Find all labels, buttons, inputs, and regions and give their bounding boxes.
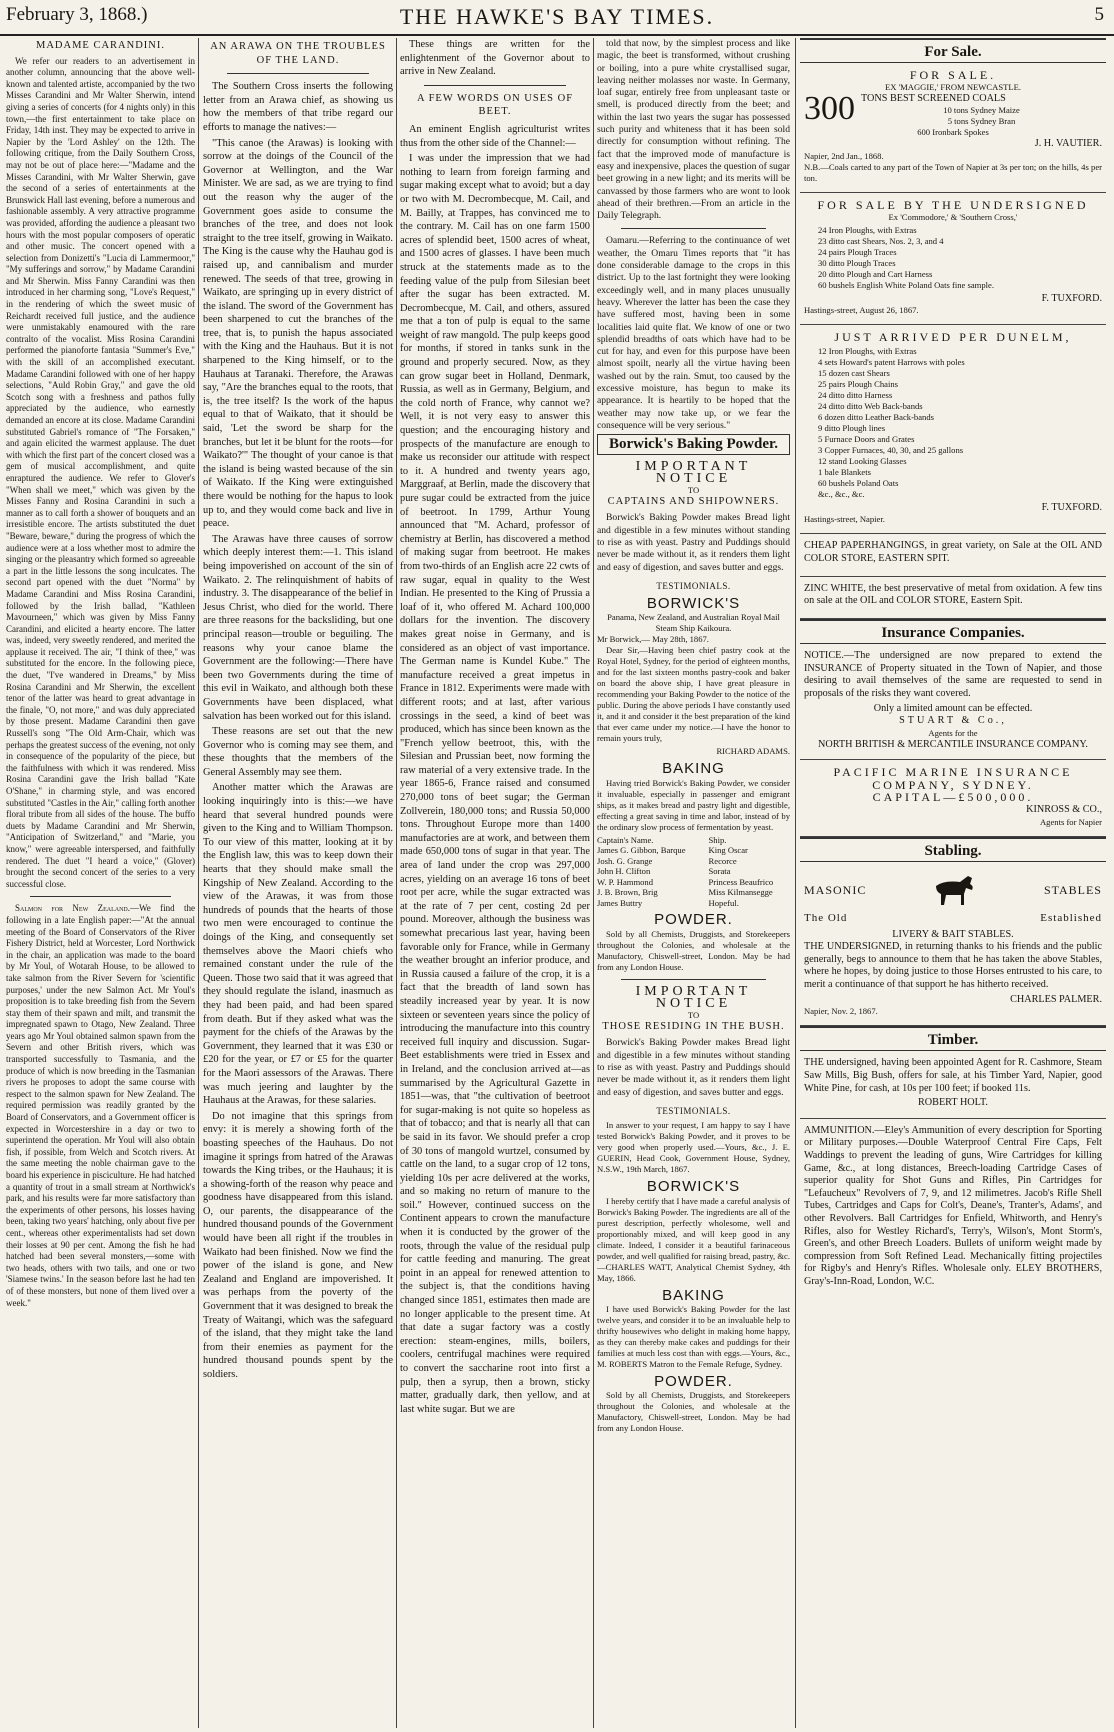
ad-masonic-stables [800, 862, 1106, 1026]
list-item: 5 Furnace Doors and Grates [818, 433, 915, 444]
ad-brand: BAKING [662, 760, 725, 778]
table-cell: Miss Kilmansegge [708, 887, 773, 898]
ad-text: In answer to your request, I am happy to say I have tested Borwick's Baking Powder, and it proves to be very good when properly used.—Yours, &c., J. E. GUERIN, Head Cook, Government House, Sydney, N.S.W., 19th March, 1867. [597, 1120, 790, 1175]
ad-text: Dear Sir,—Having been chief pastry cook at the Royal Hotel, Sydney, for the period of eighteen months, and for the last sixteen months pastry-cook and baker on board the above ship, I have great pleasure in recommending your Baking Powder to the notice of the public. During the above periods I have constantly used it, and it and consider it the best preparation of the kind that ever came under my notice.—I have the honor to remain yours truly, [597, 645, 790, 744]
ad-date: Hastings-street, August 26, 1867. [804, 305, 919, 316]
table-row [597, 856, 790, 867]
ad-section-heading: Borwick's Baking Powder. [597, 434, 790, 454]
article-paragraph: These reasons are set out that the new Governor who is coming may see them, and these thoughts that the members of the General Assembly may see them. [203, 726, 393, 778]
ad-text: I have used Borwick's Baking Powder for the last twelve years, and consider it to be an invaluable help to thrifty housewives who delight in making home happy, as they can thereby make cakes and puddings for their families at much less cost than with eggs.—Yours, &c., M. ROBERTS Matron to the Female Refuge, Sydney. [597, 1303, 790, 1369]
list-item: 24 pairs Plough Traces [818, 246, 897, 257]
ad-text: STABLES [1043, 882, 1102, 897]
list-item: 23 ditto cast Shears, Nos. 2, 3, and 4 [818, 235, 944, 246]
ad-subheading: CAPTAINS AND SHIPOWNERS. [607, 496, 780, 508]
ad-heading: IMPORTANT NOTICE [635, 983, 752, 1011]
ad-heading: FOR SALE. [909, 68, 997, 83]
article-paragraph: The Arawas have three causes of sorrow which deeply interest them:—1. This island being impoverished on account of the sin of Waikato. 2. The relinquishment of habits of industry. 3. The disappearance of the belief in Jesus Christ, who died for the world. There are three reasons for the backsliding, but one principal reason—trouble or beguiling. The reasons why your canoe blame the Government are the following:—There have been two Governments during the time of this evil in Waikato, and although both these Governments have been displaced, what salvation has been worked out for this island. [203, 533, 393, 722]
list-item: 60 bushels English White Poland Oats fine sample. [818, 279, 994, 290]
column-rule [795, 38, 796, 1728]
ad-text: I hereby certify that I have made a careful analysis of Borwick's Baking Powder. The ingredients are all of the purest description, perfectly wholesome, well and proportionably mixed, and will keep good in any climate. Indeed, I consider it a beautiful farinaceous powder, and well qualified for raising bread, pastry, &c.—CHARLES WATT, Analytical Chemist Sydney, 4th May, 1866. [597, 1195, 790, 1283]
ad-heading: FOR SALE BY THE UNDERSIGNED [817, 198, 1089, 213]
article-heading: MADAME CARANDINI. [36, 40, 165, 51]
ad-insurance-north-british [800, 644, 1106, 760]
column-2 [203, 38, 393, 1728]
article-paragraph: Do not imagine that this springs from envy: it is merely a showing forth of the boasting speeches of the Hauhaus. Do not imagine it springs from hatred of the Arawas towards the King tribes, or the Hauhaus; it is a showing-forth of the reason why peace and goodness have disappeared from this island. O, our parents, the disappearance of the hundred thousand pounds of the Government would have been all right if the troubles in Waikato had been finished. Now we find the power of the island is gone, and New Zealand and England are impoverished. It was perhaps from the poverty of the Government that it was designed to break the Treaty of Waitangi, which was the safeguard of the island, that they might take the land from their enemies as payment for the hundred thousand pounds spent by the soldiers. [203, 1110, 393, 1380]
column-rule [396, 38, 397, 1728]
ad-heading: IMPORTANT NOTICE [635, 458, 752, 486]
ad-timber [800, 1051, 1106, 1118]
list-item: 12 stand Looking Glasses [818, 455, 907, 466]
ad-signature: RICHARD ADAMS. [716, 746, 790, 757]
ad-subheading: TESTIMONIALS. [656, 1105, 731, 1116]
section-heading-timber: Timber. [800, 1026, 1106, 1051]
list-item: 9 ditto Plough lines [818, 422, 886, 433]
list-item: 5 tons Sydney Bran [947, 116, 1016, 127]
ship-table [597, 835, 790, 909]
issue-date: February 3, 1868.) [6, 4, 148, 25]
column-1 [6, 38, 195, 1728]
ad-signature: ROBERT HOLT. [918, 1097, 988, 1109]
column-rule [198, 38, 199, 1728]
table-cell: King Oscar [708, 845, 748, 856]
ad-text: MASONIC [804, 882, 867, 897]
list-item: &c., &c., &c. [818, 488, 865, 499]
ad-text: Sold by all Chemists, Druggists, and Storekeepers throughout the Colonies, and wholesale at the Manufactory, Chiswell-street, London. May be had from any London House. [597, 928, 790, 972]
table-cell: Princess Beaufrico [708, 876, 774, 887]
table-cell: Recorce [708, 855, 737, 866]
list-item: 4 sets Howard's patent Harrows with poles [818, 356, 965, 367]
ad-text: TONS BEST SCREENED COALS [861, 92, 1006, 104]
ad-subheading: EX 'MAGGIE,' FROM NEWCASTLE. [884, 81, 1022, 92]
ad-capital: CAPITAL—£500,000. [872, 790, 1034, 805]
list-item: 24 ditto ditto Web Back-bands [818, 400, 923, 411]
ad-text: Borwick's Baking Powder makes Bread light and digestible in a few minutes without standing to rise as with yeast. Pastry and Puddings should never be made without it, as it renders them light and easy of digestion, and saves butter and eggs. [597, 512, 790, 573]
article-heading: AN ARAWA ON THE TROUBLES OF THE LAND. [210, 41, 386, 66]
column-4 [597, 38, 790, 1728]
newspaper-title: THE HAWKE'S BAY TIMES. [399, 4, 715, 29]
ad-brand: BAKING [662, 1286, 725, 1304]
list-item: 25 pairs Plough Chains [818, 378, 898, 389]
column-5 [800, 38, 1106, 1728]
article-paragraph: "This canoe (the Arawas) is looking with sorrow at the doings of the Council of the Governor at Wellington, and the War Minister. We are sad, as we are trying to find out the reason why the auger of the Government goes aside to consume the branches of the tree, and does not look straight to the tree itself, growing in Waikato. The King is the cause why the Hauhau god is raised up, and cannibalism and murder renewed. The seeds of that tree, growing in Waikato, are springing up in every district of the island. The sword of the Government has been sharpened to cut the branches of the tree, that is, to punish the hapus associated with the King and the Hauhaus. But it is not sharpened to the King himself, or to the Hauhaus at Taranaki. Therefore, the Arawas say, "Are the branches equal to the roots, that is, the tree itself? Is the work of the hapus equal to that of Waikato, that it should be said, 'Let the sword be sharp for the branches, but let it be blunt for the roots—for Waikato?'" The thought of your canoe is that the island is being wasted because of the sin of Waikato. If the King were extinguished there would be nothing for the hapus to look up to, and they would come back and live in peace. [203, 137, 393, 530]
ad-zinc-white [800, 577, 1106, 619]
item-list [818, 225, 1102, 291]
divider [621, 979, 766, 980]
article-paragraph: Another matter which the Arawas are looking inquiringly into is this:—we have heard that several hundred pounds were given to the King and to William Thompson. To our view of this matter, looking at it by the English law, this was to keep down their hearts that they should make small the Kingship of New Zealand. According to the view of the Arawas, it was from those hundreds of pounds that the hearts of those two men were encouraged to continue the doings of the King, and consequently set themselves above the Maori chiefs who remained constant under the rule of the Queen. Those two said that it was agreed that they should regulate the island, inasmuch as they had been paid, and had been spared from death. But if they asked what was the payment for the chiefs of the Arawas by the Government, they learned that it was £30 or £20 for the year, or £7 or £5 for the quarter for the Maori assessors of the Arawas. There was much jeering and laughter by the Hauhaus at the Arawas, for these salaries. [203, 782, 393, 1107]
ad-signature: F. TUXFORD. [1041, 501, 1102, 513]
section-heading-stabling: Stabling. [800, 837, 1106, 862]
ad-subheading: TESTIMONIALS. [656, 580, 731, 591]
ad-text: N.B.—Coals carted to any part of the Town of Napier at 3s per ton; on the hills, 4s per ton. [804, 162, 1102, 184]
ad-tuxford-1 [800, 193, 1106, 325]
ad-heading: JUST ARRIVED PER DUNELM, [834, 330, 1072, 345]
column-3 [400, 38, 590, 1728]
article-paragraph: —We find the following in a late English paper:—"At the annual meeting of the Board of Conservators of the River Fishery District, held at Worcester, Lord Northwick in the chair, an application was made to the board by Mr Youl, of Wotarah House, to be allowed to take salmon from the River Severn for 'scientific purposes,' under the new Salmon Act. Mr Youl's proposition is to take breeding fish from the Severn stay them of their spawn and milt, and transmit the impregnated spawn to Otago, New Zealand. Three years ago Mr Youl obtained salmon spawn from the Severn and other British rivers, which was transported successfully to Tasmania, and the produce of which is now breeding in the Tasmanian rivers he proposes to adopt the same course with respect to the salmon spawn for New Zealand. The required permission was readily granted by the Board of Conservators, and a Government officer is expected in Worcestershire in a day or two to superintend the operation. Mr Youl will also obtain fish, if possible, from Welch and Scotch rivers. At the same meeting the noble chairman gave to the board his experience in pisciculture. He had hatched a quantity of trout in a small stream at Northwick's park, and his results were far more satisfactory than the experiments of other persons, his losses having been, taking two years' hatching, only about five per cent., whereas other experimentalists had set down their losses at 90 per cent. Among the fish he had hatched had been several monsters,—some with two heads, others with two tails, and one or two 'Siamese twins.' In the season before last he had ten of of these monsters, but none of them lived over a week." [6, 903, 195, 1308]
divider [30, 896, 171, 897]
list-item: 10 tons Sydney Maize [943, 105, 1020, 116]
ad-heading: TO [687, 1010, 700, 1021]
table-cell: Hopeful. [708, 897, 739, 908]
list-item: 12 Iron Ploughs, with Extras [818, 345, 917, 356]
ad-brand: POWDER. [654, 1372, 733, 1390]
horse-icon [930, 872, 980, 908]
article-paragraph: The Southern Cross inserts the following letter from an Arawa chief, as showing us how the members of that tribe regard our efforts to manage the natives:— [203, 81, 393, 133]
table-row [597, 835, 790, 846]
article-paragraph: An eminent English agriculturist writes thus from the other side of the Channel:— [400, 123, 590, 149]
ad-signature: F. TUXFORD. [1041, 292, 1102, 304]
ad-brand: BORWICK'S [646, 1178, 741, 1196]
ad-text: AMMUNITION.—Eley's Ammunition of every description for Sporting or Military purposes.—Double Waterproof Central Fire Caps, Felt Waddings to prevent the leading of guns, Wire Cartridges for killing Game, &c., at long distances, Breech-loading Cartridge Cases of superior quality for Shot Guns and Rifles, Pin Cartridges for "Lefaucheux" Revolvers of 7, 9, and 12 milimetres. Jacob's Rifle Shell Tubes, Cartridges and Caps for Colt's, Deane's, Tranter's, Adams', and other Revolvers. Ball Cartridges for Enfield, Whitworth, and Henry's Rifles, also for Westley Richard's, Terry's, Wilson's, Mont Storm's, Green's, and other Breech Loaders. Bullets of uniform weight made by compression from Soft Refined Lead. Mechanically fitting projectiles for Rigby's and Henry's Rifles. Wholesale only. ELEY BROTHERS, Gray's-Inn-Road, London, W.C. [804, 1124, 1102, 1287]
ad-ammunition [800, 1119, 1106, 1299]
table-header: Captain's Name. [597, 834, 654, 845]
list-item: 24 ditto ditto Harness [818, 389, 893, 400]
article-paragraph: We refer our readers to an advertisement in another column, announcing that the above well-known and talented artiste, accompanied by the two Misses Carandini and Mr Walter Sherwin, intend giving a series of concerts (for 4 nights only) in this town,—the first entertainment to take place on Friday, 14th inst. They may be expected to arrive in Napier by the 'Lord Ashley' on the 12th. The following critique, from the Daily Southern Cross, may not be out of place here:—"Madame and the Misses Carandini, with Mr Walter Sherwin, gave the second of a series of entertainments at the Brunswick Hall last evening, before a numerous and fashionable assembly. A very attractive programme was provided, affording the audience a pleasant two hours with the most popular composers of operatic and other music. The concert opened with a selection from Donizetti's "Lucia di Lammermoor," "My sufferings and sorrow," by Madame Carandini and Mr Sherwin. Miss Fanny Carandini was then introduced in her charming song, "Love's Request," in the rendering of which the sweet music of Reichardt received full justice, and the audience were unmistakably enamoured with the rare contralto of the vocalist. Miss Rosina Carandini performed the pianoforte fantasia "Summer's Eve," with the skill of an accomplished executant. Madame Carandini followed with one of her happy selections, "Auld Robin Gray," and gave the old Scotch song with a freshness and pathos fully appreciated by the audience, who earnestly demanded an encore at its close. Madame Carandini substituted Gabriel's romance of "The Forsaken," and again elicited the warmest applause. The duet with which the first part of the concert closed was a gem of musical accomplishment, and quite enraptured the audience. We refer to Glover's "When shall we meet," which was given by the Misses Fanny and Rosina Carandini in such a manner as to call forth a shower of bouquets and an irresistible encore. The artists substituted the duet "Beware, beware," during the progress of which the audience were at a loss whether most to admire the singing or the pleasantry which formed so agreeable a part in the little lessons the song inculcates. The second part opened with the duet "Norma" by Madame Carandini and Miss Rosina Carandini, followed by the Irish ballad, "Kathleen Mavourneen," which was given by Miss Fanny Carandini, and elicited a hearty encore. The latter was, indeed, very sweetly rendered, and merited the applause it received. The air, "I think of thee," was substituted for the encore. In the following piece, the duet, "I've wandered in Dreams," by Miss Rosina Carandini and Mr Sherwin, the excellent tenor of the latter was heard to great advantage in the finale, "O, not more," and was duly appreciated by those present. Madame Carandini then gave Russell's song "The Old Arm-Chair, which was perhaps the greatest success of the evening, not only in consequence of the popularity of the piece, but the faithfulness with which it was rendered. Miss Rosina Carandini gave the Irish ballad "Kate O'Shane," in charming style, and was encored substituted "Castles in the Air," calling forth another floral tribute from all sides of the house. The buffo duets by Madame Carandini and Mr Sherwin, "Anticipation of Switzerland," and "Marie, you know," were agreeable interspersed, and faithfully rendered. The duet "I heard a voice," (Glover) brought the second concert of the series to a very successful close. [6, 55, 195, 889]
table-cell: J. B. Brown, Brig [597, 887, 658, 898]
ad-pacific-marine [800, 760, 1106, 836]
table-cell: Sorata [708, 866, 731, 877]
list-item: 3 Copper Furnaces, 40, 30, and 25 gallons [818, 444, 964, 455]
list-item: 1 bale Blankets [818, 466, 871, 477]
page-number: 5 [1094, 4, 1104, 25]
ad-text: THE undersigned, having been appointed Agent for R. Cashmore, Steam Saw Mills, Big Bush, offers for sale, at his Timber Yard, Napier, good White Pine, for cash, at 10s per 100 feet; if booked 11s. [804, 1057, 1102, 1094]
ad-text: Agents for Napier [1039, 816, 1102, 827]
list-item: 20 ditto Plough and Cart Harness [818, 268, 933, 279]
ad-firm: STUART & Co., [899, 715, 1007, 727]
ad-text: Agents for the [928, 727, 978, 738]
article-paragraph: told that now, by the simplest process and like magic, the beet is transformed, without crushing or boiling, into a pure white crystallised sugar, leaving neither molasses nor waste. In Germany, loaf sugar, entirely free from unpleasant taste or smell, is produced directly from the beet; and within the last two years the sugar has possessed such purity and whiteness that it has been sold directly for consumption without refining. The fact that the improved mode of manufacture is easy and inexpensive, places the question of sugar beet growing in a new light; and its merits will be canvassed by those farmers who are wont to look ahead of their brethren.—From an article in the Daily Telegraph. [597, 38, 790, 222]
list-item: 60 bushels Poland Oats [818, 477, 899, 488]
ad-text: CHEAP PAPERHANGINGS, in great variety, on Sale at the OIL AND COLOR STORE, EASTERN SPIT. [804, 540, 1102, 565]
table-row [597, 887, 790, 898]
table-cell: James G. Gibbon, Barque [597, 845, 686, 856]
section-heading-insurance: Insurance Companies. [800, 619, 1106, 644]
ad-text: Established [1040, 911, 1102, 924]
article-paragraph: I was under the impression that we had nothing to learn from foreign farming and sugar making except what to avoid; but a day or two with M. Decrombecque, M. Cail, and M. Bailly, at Trappes, has convinced me to the contrary. M. Cail has on one farm 1500 acres of splendid beet, 1500 acres of wheat, and 1500 acres of glasses. I have been much struck at the statements made as to the feeding value of the pulp from Silesian beet after the sugar has been extracted. M. Decrombecque, M. Cail, and others, assured me that a ton of pulp is equal to the same weight of raw mangold. The pulp keeps good for months, if stored in tanks sunk in the ground and properly secured. Now, as they can grow sugar beet in Holland, Denmark, Russia, as well as in Germany, Belgium, and the cold north of France, why cannot we? Well, it is not very easy to answer this question; and the encouraging history and prospects of the manufacture are enough to make us reconsider our attitude with respect to it. A hundred and twenty years ago, Marggraaf, at Berlin, made the discovery that pure sugar could be extracted from the juice of beetroot. In 1799, Arthur Young announced that "M. Achard, professor of chemistry at Berlin, has discovered a method of making sugar from beetroot. He makes from two-thirds of an English acre 22 cwts of raw sugar, equal in quality to the West Indian. He presented to the King of Prussia a loaf of it, who offered M. Achard 100,000 dollars for the invention. The discovery makes great noise in Germany, and is considered as an object of vast importance. The German name is Kundel Kube." The manufacture received a great impetus in France in 1812. Experiments were made with different roots; and at last, after various crossings in the seed, a kind of beet was produced, which has since been known as the "French yellow beetroot, this, with the Silesian and Prussian beet, now forming the raw material of a very extensive trade. In the year 1865-6, France raised and consumed 270,000 tons of beet sugar; the German Zollverein, 180,000 tons; and Russia 50,000 tons. Throughout Europe more than 1400 manufactories are at work, and between them made 650,000 tons of sugar in that year. The area of land under the crop was 297,000 acres, yielding on an average 16 tons of beet root per acre, while the sugar extracted was at the rate of 7 per cent, costing 2d per pound. Moreover, although the business was somewhat precarious last year, having been favorable only for France, while in Germany the weather brought an inferior produce, and in Russia caused a failure of the crop, it is a fact that the breadth of land sown has steadily increased year by year. It is now sixteen or seventeen years since the policy of introducing the manufacture into this country received full inquiry and discussion. Sugar-Beet establishments were tried in Essex and in Ireland, and the conclusion arrived at—as summarised by the Agricultural Gazette in 1851—was, that "the cultivation of beetroot for sugar-making is not quite so hopeless as that of tobacco; and that is nearly all that can be said in its favor. We should prefer a crop of 30 tons of mangold wurtzel, consumed by cattle on the land, to a sugar crop of 12 tons, yielding 10s per acre delivered at the works, and so making no return of manure to the soil." However, continued success on the Continent appears to crown the manufacture when it is conducted by the grower of the roots, through the value of the residual pulp for cattle feeding and manuring. The great point in an appeal for renewed attention to the subject is, that the conditions having changed since 1851, estimates then made are no longer applicable to the present time. At that date a sugar factory was a costly erection: steam-engines, mills, boilers, coolers, centrifugal machines were required to convert the saccharine root into first a pulp, then a syrup, then a brown, sticky matter, gradually dark, then yellow, and at last white sugar. But we are [400, 153, 590, 1415]
ad-text: NOTICE.—The undersigned are now prepared to extend the INSURANCE of Property situated in the Town of Napier, and those desiring to avail themselves of the same are requested to send in proposals of the risks they want covered. [804, 650, 1102, 699]
ad-text: The Old [804, 911, 848, 924]
ad-subheading: THOSE RESIDING IN THE BUSH. [602, 1021, 785, 1033]
article-paragraph: Oamaru.—Referring to the continuance of wet weather, the Omaru Times reports that "it has done considerable damage to the crops in this district. Up to the last fortnight they were looking exceedingly well, and in many places unusually heavy. Wherever the latter has been the case they have suffered most, having been in some localities laid quite flat. We know of one or two splendid breadths of oats which have had to be cut for hay, and even for this purpose have been almost spoilt, nearly all the virtue having been washed out by the rain. Smut, too caused by the excessive moisture, has begun to make its appearance. It is heartily to be hoped that the weather may now take up, or we fear the consequence will be very serious." [597, 235, 790, 431]
item-list [818, 346, 1102, 500]
table-row [597, 845, 790, 856]
list-item: 30 ditto Plough Traces [818, 257, 896, 268]
section-heading-for-sale: For Sale. [800, 38, 1106, 63]
ad-signature: CHARLES PALMER. [1010, 993, 1102, 1005]
ad-date: Napier, 2nd Jan., 1868. [804, 151, 884, 162]
ad-date: Hastings-street, Napier. [804, 514, 885, 525]
article-heading: Salmon for New Zealand. [15, 903, 131, 914]
divider [227, 73, 369, 74]
ad-text: Mr Borwick,— May 28th, 1867. [597, 634, 709, 645]
ad-heading: TO [687, 485, 700, 496]
ad-signature: J. H. VAUTIER. [1034, 138, 1102, 150]
ad-brand: BORWICK'S [646, 595, 741, 613]
ad-big-number: 300 [804, 92, 855, 127]
ad-date: Napier, Nov. 2, 1867. [804, 1006, 878, 1017]
ad-text: ZINC WHITE, the best preservative of metal from oxidation. A few tins on sale at the OIL and COLOR STORE, Eastern Spit. [804, 582, 1102, 607]
ad-tuxford-2 [800, 325, 1106, 534]
table-row [597, 898, 790, 909]
ad-subheading: Ex 'Commodore,' & 'Southern Cross,' [888, 211, 1018, 222]
ad-coals [800, 63, 1106, 193]
ad-text: THE UNDERSIGNED, in returning thanks to his friends and the public generally, begs to announce to them that he has taken the above Stables, where he hopes, by doing justice to those Horses entrusted to his care, to merit a continuance of that support he has hitherto received. [804, 941, 1102, 990]
ad-subheading: LIVERY & BAIT STABLES. [892, 928, 1014, 940]
ad-text: Having tried Borwick's Baking Powder, we consider it invaluable, especially in passenger and emigrant ships, as it makes bread and pastry light and digestible, effecting a great saving in time and labor, instead of by the ordinary slow process of fermentation by yeast. [597, 777, 790, 832]
masthead [0, 0, 1114, 36]
list-item: 6 dozen ditto Leather Back-bands [818, 411, 934, 422]
article-heading: A FEW WORDS ON USES OF BEET. [416, 92, 574, 118]
ad-text: Panama, New Zealand, and Australian Royal Mail Steam Ship Kaikoura. [607, 612, 780, 634]
table-cell: Josh. G. Grange [597, 855, 653, 866]
table-cell: W. P. Hammond [597, 876, 654, 887]
list-item: 600 Ironbark Spokes [917, 127, 989, 138]
table-row [597, 877, 790, 888]
table-header: Ship. [708, 834, 727, 845]
article-paragraph: These things are written for the enlightenment of the Governor about to arrive in New Zealand. [400, 39, 590, 78]
column-rule [593, 38, 594, 1728]
ad-firm: KINROSS & CO., [1026, 804, 1102, 816]
ad-paperhangings [800, 534, 1106, 576]
ad-brand: POWDER. [654, 911, 733, 929]
ad-text: Borwick's Baking Powder makes Bread light and digestible in a few minutes without standing to rise as with yeast. Pastry and Puddings should never be made without it, as it renders them light and easy of digestion, and saves butter and eggs. [597, 1037, 790, 1098]
ad-company: NORTH BRITISH & MERCANTILE INSURANCE COMPANY. [818, 738, 1088, 750]
table-row [597, 866, 790, 877]
ad-company: PACIFIC MARINE INSURANCE COMPANY, SYDNEY. [833, 765, 1073, 792]
ad-text: Only a limited amount can be effected. [873, 702, 1033, 714]
ad-text: Sold by all Chemists, Druggists, and Storekeepers throughout the Colonies, and wholesale at the Manufactory, Chiswell-street, London. May be had from any London House. [597, 1390, 790, 1434]
list-item: 24 Iron Ploughs, with Extras [818, 224, 917, 235]
divider [424, 85, 566, 86]
list-item: 15 dozen cast Shears [818, 367, 890, 378]
divider [621, 228, 766, 229]
table-cell: John H. Clifton [597, 866, 651, 877]
table-cell: James Buttry [597, 897, 643, 908]
